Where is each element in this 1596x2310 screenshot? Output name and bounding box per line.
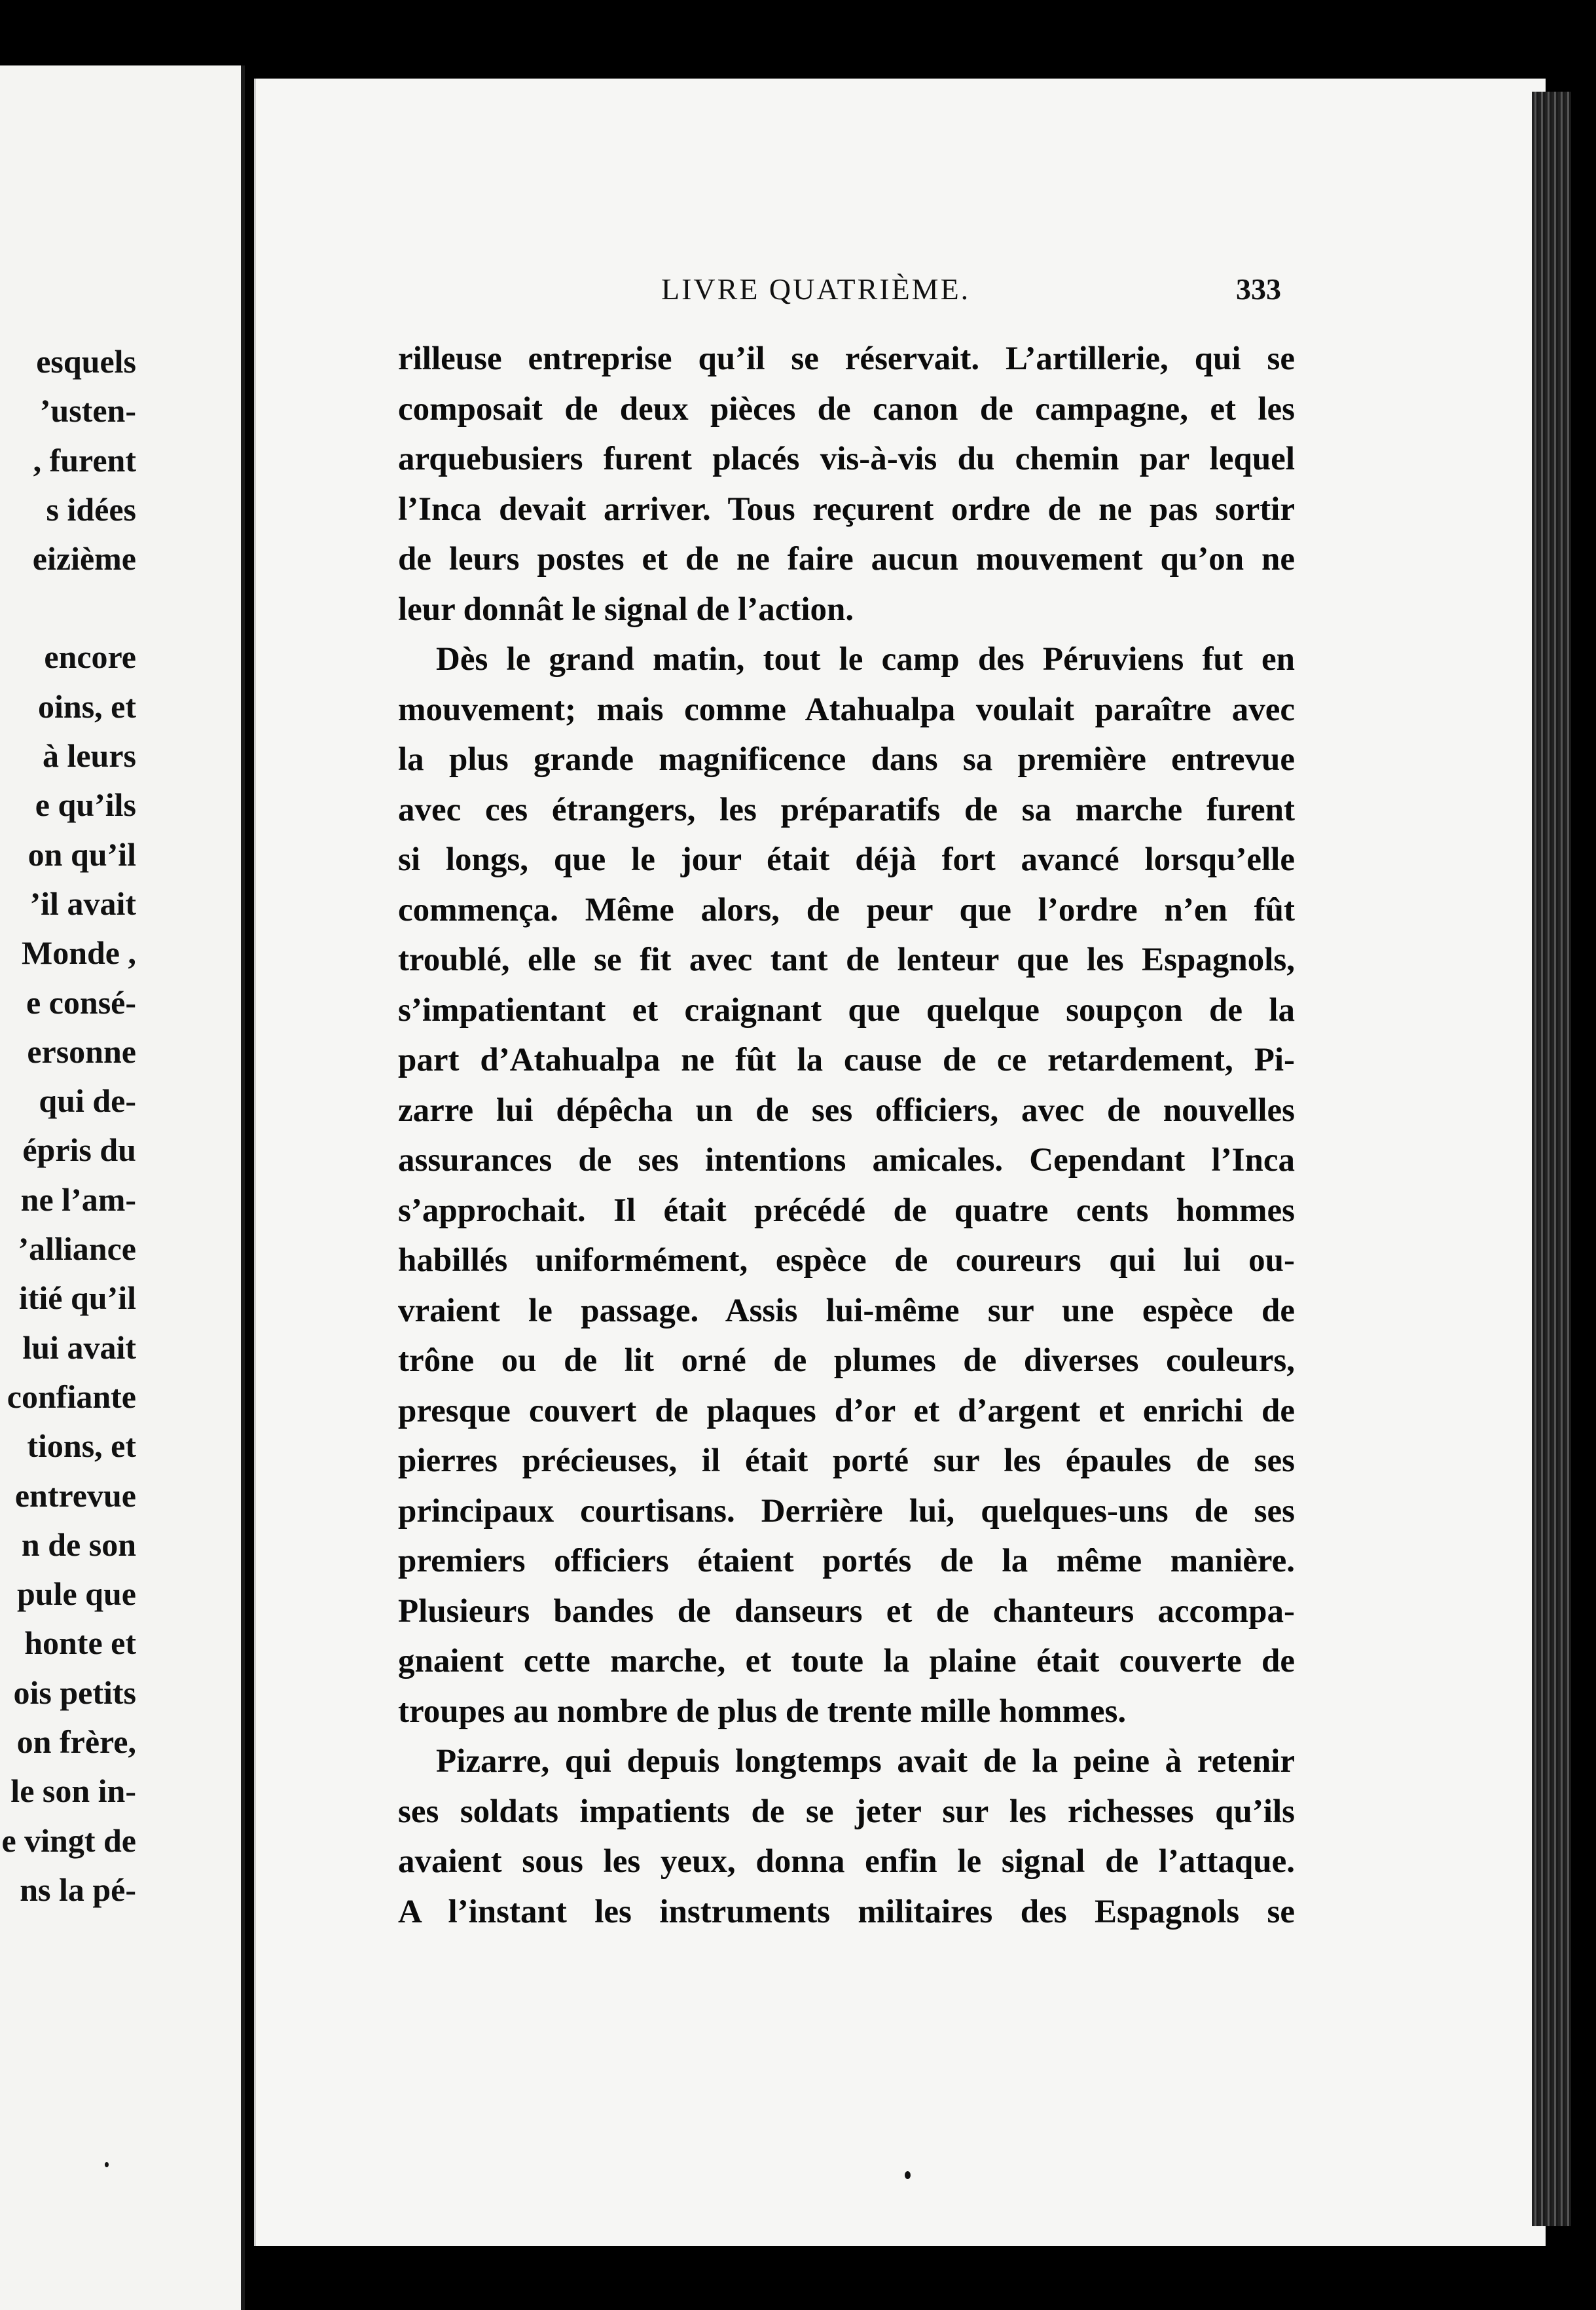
left-line: esquels [36, 343, 136, 380]
left-line: ’usten- [39, 392, 136, 430]
text-line: ses soldats impatients de se jeter sur les richesses qu’ils [398, 1793, 1295, 1830]
left-line: ’alliance [18, 1230, 136, 1268]
text-line: l’Inca devait arriver. Tous reçurent ordre de ne pas sortir [398, 490, 1295, 528]
text-line: troupes au nombre de plus de trente mille hommes. [398, 1693, 1127, 1730]
text-line: la plus grande magnificence dans sa première entrevue [398, 741, 1295, 778]
left-line: épris du [22, 1131, 136, 1169]
text-line: composait de deux pièces de canon de campagne, et les [398, 390, 1295, 428]
left-line: itié qu’il [18, 1279, 136, 1317]
left-line: ’il avait [29, 885, 136, 922]
ink-speck [105, 2162, 109, 2167]
text-line: avaient sous les yeux, donna enfin le signal de l’attaque. [398, 1843, 1295, 1880]
text-line: gnaient cette marche, et toute la plaine était couverte de [398, 1643, 1295, 1679]
text-line: mouvement; mais comme Atahualpa voulait paraître avec [398, 691, 1295, 728]
body-text [398, 334, 1295, 1937]
text-line: Plusieurs bandes de danseurs et de chanteurs accompa- [398, 1592, 1295, 1630]
text-line: rilleuse entreprise qu’il se réservait. L’artillerie, qui se [398, 340, 1295, 377]
left-line: confiante [7, 1378, 136, 1415]
left-line: on frère, [16, 1723, 136, 1761]
text-line: habillés uniformément, espèce de coureurs qui lui ou- [398, 1242, 1295, 1279]
left-line: e qu’ils [35, 786, 136, 824]
book-page-edge [1532, 92, 1571, 2226]
left-line: ersonne [27, 1033, 136, 1070]
text-line: commença. Même alors, de peur que l’ordre n’en fût [398, 891, 1295, 928]
left-line: à leurs [42, 737, 136, 775]
text-line: si longs, que le jour était déjà fort avancé lorsqu’elle [398, 841, 1295, 878]
left-page-text-column [1, 337, 136, 1915]
text-line: troublé, elle se fit avec tant de lenteur que les Espagnols, [398, 942, 1295, 978]
left-line: n de son [21, 1526, 136, 1563]
left-line: honte et [24, 1624, 136, 1662]
text-line: de leurs postes et de ne faire aucun mouvement qu’on ne [398, 541, 1295, 578]
text-line: principaux courtisans. Derrière lui, quelques-uns de ses [398, 1492, 1295, 1530]
running-head: LIVRE QUATRIÈME. [661, 272, 971, 306]
text-line: s’impatientant et craignant que quelque soupçon de la [398, 991, 1295, 1029]
page-number: 333 [1236, 272, 1281, 306]
text-line: part d’Atahualpa ne fût la cause de ce retardement, Pi- [398, 1042, 1295, 1078]
left-page [0, 65, 245, 2310]
text-line: vraient le passage. Assis lui-même sur une espèce de [398, 1292, 1295, 1329]
text-line: leur donnât le signal de l’action. [398, 591, 854, 628]
left-line: encore [44, 638, 136, 676]
left-line: ns la pé- [20, 1871, 136, 1908]
text-line: pierres précieuses, il était porté sur les épaules de ses [398, 1442, 1295, 1479]
text-line: arquebusiers furent placés vis-à-vis du chemin par lequel [398, 441, 1295, 477]
text-line: zarre lui dépêcha un de ses officiers, avec de nouvelles [398, 1091, 1295, 1129]
text-line: trône ou de lit orné de plumes de diverses couleurs, [398, 1342, 1295, 1379]
left-line: s idées [46, 490, 136, 528]
left-line: ois petits [13, 1674, 136, 1711]
text-line: presque couvert de plaques d’or et d’argent et enrichi de [398, 1392, 1295, 1429]
left-line: eizième [32, 540, 136, 578]
left-line: e consé- [26, 983, 136, 1021]
text-line: A l’instant les instruments militaires des Espagnols se [398, 1893, 1295, 1930]
left-line: tions, et [27, 1427, 136, 1465]
text-line: premiers officiers étaient portés de la même manière. [398, 1543, 1295, 1579]
left-line: lui avait [22, 1329, 136, 1366]
left-line: on qu’il [27, 835, 136, 873]
left-line: le son in- [10, 1772, 136, 1810]
left-line: , furent [33, 441, 136, 479]
left-line: qui de- [39, 1082, 136, 1120]
text-line: Dès le grand matin, tout le camp des Péruviens fut en [436, 641, 1295, 678]
text-line: s’approchait. Il était précédé de quatre cents hommes [398, 1192, 1295, 1229]
left-line: ne l’am- [20, 1181, 136, 1218]
left-paragraph-gap [1, 583, 136, 632]
left-line: Monde , [22, 934, 136, 972]
text-line: avec ces étrangers, les préparatifs de sa marche furent [398, 791, 1295, 828]
left-line: entrevue [14, 1476, 136, 1514]
ink-speck [905, 2171, 911, 2179]
left-line: oins, et [38, 688, 136, 725]
left-line: e vingt de [1, 1822, 136, 1859]
text-line: Pizarre, qui depuis longtemps avait de la peine à retenir [436, 1743, 1295, 1780]
text-line: assurances de ses intentions amicales. Cependant l’Inca [398, 1142, 1295, 1179]
left-line: pule que [16, 1575, 136, 1613]
